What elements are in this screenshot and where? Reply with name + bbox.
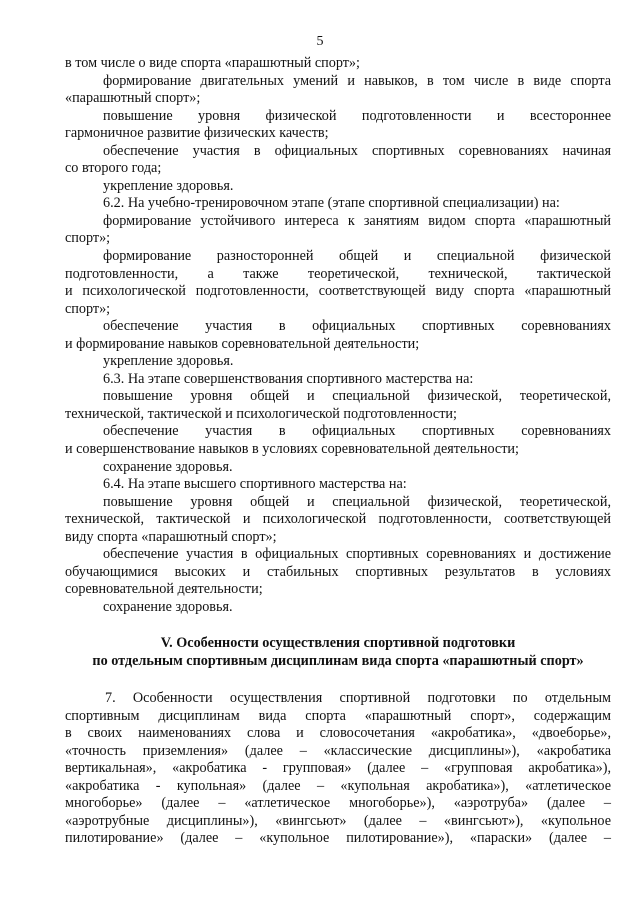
paragraph-line: и психологической подготовленности, соответствующей виду спорта «парашютный <box>65 283 611 300</box>
paragraph-line: виду спорта «парашютный спорт»; <box>65 528 277 545</box>
paragraph-line: обеспечение участия в официальных спортивных соревнованиях начиная <box>103 142 611 159</box>
paragraph-line: формирование двигательных умений и навыков, в том числе в виде спорта <box>103 72 611 89</box>
paragraph-line: пилотирование» (далее – «купольное пилотирование»), «параски» (далее – <box>65 830 611 847</box>
paragraph <box>65 73 611 108</box>
paragraph <box>65 178 611 196</box>
paragraph-line: повышение уровня физической подготовленности и всестороннее <box>103 107 611 124</box>
paragraph-line: «акробатика - купольная» (далее – «купольная акробатика»), «атлетическое <box>65 777 611 794</box>
paragraph-line: 7. Особенности осуществления спортивной подготовки по отдельным <box>105 690 611 706</box>
section-heading <box>65 634 611 670</box>
paragraph-line: 6.2. На учебно-тренировочном этапе (этапе спортивной специализации) на: <box>103 195 560 212</box>
paragraph <box>65 494 611 547</box>
paragraph-line: спорт»; <box>65 230 111 247</box>
paragraph-line: спорт»; <box>65 300 111 317</box>
paragraph-line: гармоничное развитие физических качеств; <box>65 125 329 142</box>
paragraph <box>65 353 611 371</box>
document-body <box>65 55 611 848</box>
paragraph-line: обучающимися высоких и стабильных спортивных результатов в условиях <box>65 563 611 580</box>
paragraph-line: в том числе о виде спорта «парашютный спорт»; <box>65 55 360 71</box>
paragraph <box>65 599 611 617</box>
paragraph <box>65 195 611 213</box>
paragraph-line: в своих наименованиях слова и словосочетания «акробатика», «двоеборье», <box>65 725 611 742</box>
paragraph-line: 6.3. На этапе совершенствования спортивного мастерства на: <box>103 370 474 387</box>
paragraph <box>65 459 611 477</box>
paragraph-line: сохранение здоровья. <box>103 598 233 615</box>
section-heading-line: по отдельным спортивным дисциплинам вида спорта «парашютный спорт» <box>92 653 584 669</box>
paragraph <box>65 143 611 178</box>
paragraph <box>65 388 611 423</box>
spacer <box>65 617 611 635</box>
paragraph-line: «точность приземления» (далее – «классические дисциплины»), «акробатика <box>65 742 611 759</box>
paragraph <box>65 318 611 353</box>
paragraph-line: повышение уровня общей и специальной физической, теоретической, <box>103 388 611 405</box>
paragraph-line: формирование устойчивого интереса к занятиям видом спорта «парашютный <box>103 212 611 229</box>
paragraph-line: повышение уровня общей и специальной физической, теоретической, <box>103 493 611 510</box>
paragraph-line: укрепление здоровья. <box>103 353 234 370</box>
section-paragraph <box>65 690 611 848</box>
paragraph <box>65 55 611 73</box>
paragraph <box>65 371 611 389</box>
paragraph-line: спортивным дисциплинам вида спорта «парашютный спорт», содержащим <box>65 707 611 724</box>
paragraph-line: формирование разносторонней общей и специальной физической <box>103 248 611 265</box>
paragraph-line: многоборье» (далее – «атлетическое многоборье»), «аэротруба» (далее – <box>65 795 611 812</box>
paragraph-line: укрепление здоровья. <box>103 177 234 194</box>
paragraph-line: обеспечение участия в официальных спортивных соревнованиях <box>103 318 611 335</box>
paragraph-line: вертикальная», «акробатика - групповая» (далее – «групповая акробатика»), <box>65 760 611 777</box>
paragraph <box>65 476 611 494</box>
paragraph-line: «парашютный спорт»; <box>65 90 201 107</box>
paragraph-line: обеспечение участия в официальных спортивных соревнованиях <box>103 423 611 440</box>
paragraph <box>65 546 611 599</box>
paragraph-line: «аэротрубные дисциплины»), «вингсьют» (далее – «вингсьют»), «купольное <box>65 812 611 829</box>
paragraph-line: со второго года; <box>65 160 162 177</box>
spacer <box>65 670 611 690</box>
paragraph-line: соревновательной деятельности; <box>65 581 263 598</box>
paragraph-line: 6.4. На этапе высшего спортивного мастерства на: <box>103 476 407 493</box>
page-number: 5 <box>316 34 324 49</box>
section-heading-line: V. Особенности осуществления спортивной подготовки <box>160 635 516 651</box>
paragraph-line: сохранение здоровья. <box>103 458 233 475</box>
paragraph <box>65 213 611 248</box>
paragraph-line: и формирование навыков соревновательной деятельности; <box>65 335 420 352</box>
paragraph-line: технической, тактической и психологической подготовленности, соответствующей <box>65 511 611 528</box>
paragraph <box>65 108 611 143</box>
paragraph <box>65 423 611 458</box>
paragraph-line: обеспечение участия в официальных спортивных соревнованиях и достижение <box>103 546 611 563</box>
paragraph-line: и совершенствование навыков в условиях соревновательной деятельности; <box>65 441 519 458</box>
paragraph-line: подготовленности, а также теоретической, технической, тактической <box>65 265 611 282</box>
paragraph-line: технической, тактической и психологической подготовленности; <box>65 405 457 422</box>
paragraph <box>65 248 611 318</box>
